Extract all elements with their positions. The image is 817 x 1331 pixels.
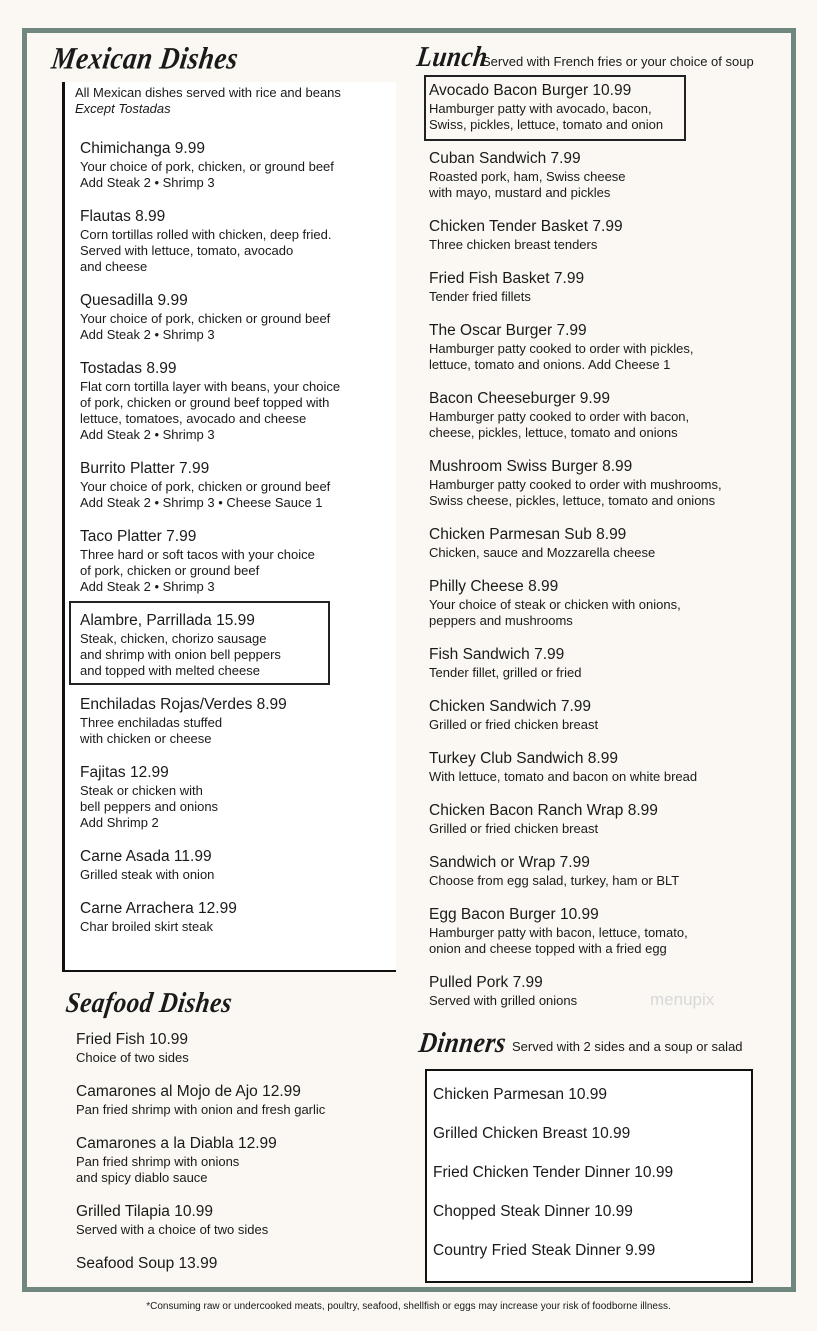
mexican-heading: Mexican Dishes: [49, 40, 241, 76]
menu-item: [76, 1082, 396, 1118]
dinners-subtitle: Served with 2 sides and a soup or salad: [512, 1039, 743, 1054]
menu-item-description: Hamburger patty cooked to order with pickles, lettuce, tomato and onions. Add Cheese 1: [429, 341, 694, 372]
lunch-list: [429, 81, 769, 1025]
menu-item: [76, 1202, 396, 1238]
menu-item: [429, 457, 769, 509]
menu-item: [76, 1254, 396, 1274]
menu-item: [429, 973, 769, 1009]
menu-item: [429, 905, 769, 957]
dinner-item: Country Fried Steak Dinner 9.99: [433, 1242, 656, 1259]
menu-item-title: Chicken Sandwich 7.99: [429, 698, 591, 715]
watermark: menupix: [650, 990, 715, 1009]
menu-item-description: Pan fried shrimp with onion and fresh garlic: [76, 1102, 326, 1117]
menu-item-description: Grilled or fried chicken breast: [429, 821, 599, 836]
menu-item: [76, 1134, 396, 1186]
menu-item-title: Chicken Bacon Ranch Wrap 8.99: [429, 802, 658, 819]
mexican-intro-note: Except Tostadas: [75, 101, 171, 116]
menu-item: [80, 139, 380, 191]
menu-item-description: Corn tortillas rolled with chicken, deep fried. Served with lettuce, tomato, avocado and cheese: [80, 227, 332, 274]
menu-item-description: Three enchiladas stuffed with chicken or cheese: [80, 715, 223, 746]
menu-item-description: With lettuce, tomato and bacon on white bread: [429, 769, 698, 784]
lunch-subtitle: Served with French fries or your choice of soup: [482, 54, 754, 69]
menu-item-title: Burrito Platter 7.99: [80, 460, 210, 477]
menu-item-description: Flat corn tortilla layer with beans, your choice of pork, chicken or ground beef topped with lettuce, tomatoes, avocado and cheese Add Steak 2 • Shrimp 3: [80, 379, 341, 442]
menu-item-title: Tostadas 8.99: [80, 360, 177, 377]
menu-item: [80, 459, 380, 511]
dinners-list: [433, 1085, 673, 1280]
menu-item-description: Steak, chicken, chorizo sausage and shrimp with onion bell peppers and topped with melted cheese: [80, 631, 281, 678]
menu-item-description: Roasted pork, ham, Swiss cheese with mayo, mustard and pickles: [429, 169, 626, 200]
menu-item: [429, 81, 769, 133]
menu-item-description: Your choice of pork, chicken, or ground beef Add Steak 2 • Shrimp 3: [80, 159, 334, 190]
menu-item-description: Tender fried fillets: [429, 289, 531, 304]
menu-item: [429, 749, 769, 785]
menu-item-title: Carne Arrachera 12.99: [80, 900, 237, 917]
menu-item: [429, 645, 769, 681]
menu-item-description: Chicken, sauce and Mozzarella cheese: [429, 545, 656, 560]
menu-item-title: Fish Sandwich 7.99: [429, 646, 565, 663]
menu-item: [80, 527, 380, 595]
menu-item: [80, 847, 380, 883]
mexican-intro-text: All Mexican dishes served with rice and beans: [75, 85, 341, 100]
menu-item-description: Hamburger patty cooked to order with mushrooms, Swiss cheese, pickles, lettuce, tomato and onions: [429, 477, 722, 508]
seafood-list: [76, 1030, 396, 1290]
menu-item-description: Your choice of pork, chicken or ground beef Add Steak 2 • Shrimp 3 • Cheese Sauce 1: [80, 479, 331, 510]
menu-item-description: Grilled or fried chicken breast: [429, 717, 599, 732]
menu-item-title: Quesadilla 9.99: [80, 292, 188, 309]
menu-item-title: Taco Platter 7.99: [80, 528, 197, 545]
menu-item-title: Fajitas 12.99: [80, 764, 169, 781]
menu-item-title: Fried Fish 10.99: [76, 1031, 188, 1048]
menu-item: [80, 359, 380, 443]
menu-item-description: Your choice of pork, chicken or ground beef Add Steak 2 • Shrimp 3: [80, 311, 331, 342]
menu-item-title: Flautas 8.99: [80, 208, 166, 225]
menu-item-title: Chicken Parmesan Sub 8.99: [429, 526, 627, 543]
menu-item-title: Fried Fish Basket 7.99: [429, 270, 585, 287]
menu-item-description: Three hard or soft tacos with your choice of pork, chicken or ground beef Add Steak 2 • Shrimp 3: [80, 547, 315, 594]
menu-item-title: Turkey Club Sandwich 8.99: [429, 750, 618, 767]
menu-item-description: Three chicken breast tenders: [429, 237, 598, 252]
menu-item-title: Avocado Bacon Burger 10.99: [429, 82, 632, 99]
menu-item-title: Cuban Sandwich 7.99: [429, 150, 581, 167]
menu-item-title: Seafood Soup 13.99: [76, 1255, 218, 1272]
menu-item-title: Camarones al Mojo de Ajo 12.99: [76, 1083, 301, 1100]
menu-item: [80, 899, 380, 935]
menu-item: [429, 697, 769, 733]
menu-item-description: Served with grilled onions: [429, 993, 578, 1008]
menu-item-description: Char broiled skirt steak: [80, 919, 213, 934]
mexican-intro: [75, 85, 341, 117]
seafood-heading: Seafood Dishes: [63, 987, 235, 1019]
menu-item-title: Alambre, Parrillada 15.99: [80, 612, 255, 629]
menu-item: [429, 321, 769, 373]
menu-item: [76, 1030, 396, 1066]
dinner-item: Grilled Chicken Breast 10.99: [433, 1125, 631, 1142]
menu-item-description: Tender fillet, grilled or fried: [429, 665, 582, 680]
menu-item: [429, 853, 769, 889]
menu-item: [429, 577, 769, 629]
menu-item-title: Camarones a la Diabla 12.99: [76, 1135, 277, 1152]
mexican-list: [80, 139, 380, 951]
menu-item-description: Choose from egg salad, turkey, ham or BLT: [429, 873, 680, 888]
menu-item-title: Carne Asada 11.99: [80, 848, 212, 865]
menu-item-description: Grilled steak with onion: [80, 867, 215, 882]
menu-item: [80, 763, 380, 831]
menu-item: [429, 525, 769, 561]
menu-item-title: Chicken Tender Basket 7.99: [429, 218, 623, 235]
menu-item-title: Philly Cheese 8.99: [429, 578, 559, 595]
menu-item-title: Mushroom Swiss Burger 8.99: [429, 458, 633, 475]
menu-item-title: Grilled Tilapia 10.99: [76, 1203, 213, 1220]
footer-disclaimer: *Consuming raw or undercooked meats, poultry, seafood, shellfish or eggs may increase your risk of foodborne illness.: [146, 1301, 671, 1312]
dinners-heading: Dinners: [416, 1027, 509, 1059]
menu-item: [80, 695, 380, 747]
menu-item-description: Hamburger patty with avocado, bacon, Swiss, pickles, lettuce, tomato and onion: [429, 101, 664, 132]
menu-item: [429, 269, 769, 305]
menu-item: [80, 611, 380, 679]
menu-item-title: Sandwich or Wrap 7.99: [429, 854, 590, 871]
menu-item: [429, 801, 769, 837]
menu-item: [429, 217, 769, 253]
menu-item: [429, 389, 769, 441]
menu-item: [429, 149, 769, 201]
dinner-item: Chicken Parmesan 10.99: [433, 1086, 608, 1103]
menu-item-description: Hamburger patty cooked to order with bacon, cheese, pickles, lettuce, tomato and onions: [429, 409, 690, 440]
lunch-heading: Lunch: [414, 41, 490, 73]
menu-item-description: Served with a choice of two sides: [76, 1222, 269, 1237]
dinner-item: Chopped Steak Dinner 10.99: [433, 1203, 633, 1220]
menu-item-title: Pulled Pork 7.99: [429, 974, 543, 991]
menu-item-description: Hamburger patty with bacon, lettuce, tomato, onion and cheese topped with a fried egg: [429, 925, 688, 956]
menu-item-description: Your choice of steak or chicken with onions, peppers and mushrooms: [429, 597, 681, 628]
menu-item-title: Chimichanga 9.99: [80, 140, 205, 157]
menu-item-description: Steak or chicken with bell peppers and onions Add Shrimp 2: [80, 783, 219, 830]
menu-item-title: The Oscar Burger 7.99: [429, 322, 587, 339]
menu-item-title: Bacon Cheeseburger 9.99: [429, 390, 610, 407]
menu-item-description: Pan fried shrimp with onions and spicy diablo sauce: [76, 1154, 240, 1185]
menu-item-description: Choice of two sides: [76, 1050, 189, 1065]
menu-item-title: Egg Bacon Burger 10.99: [429, 906, 599, 923]
menu-item: [80, 207, 380, 275]
dinner-item: Fried Chicken Tender Dinner 10.99: [433, 1164, 674, 1181]
menu-item: [80, 291, 380, 343]
menu-item-title: Enchiladas Rojas/Verdes 8.99: [80, 696, 287, 713]
